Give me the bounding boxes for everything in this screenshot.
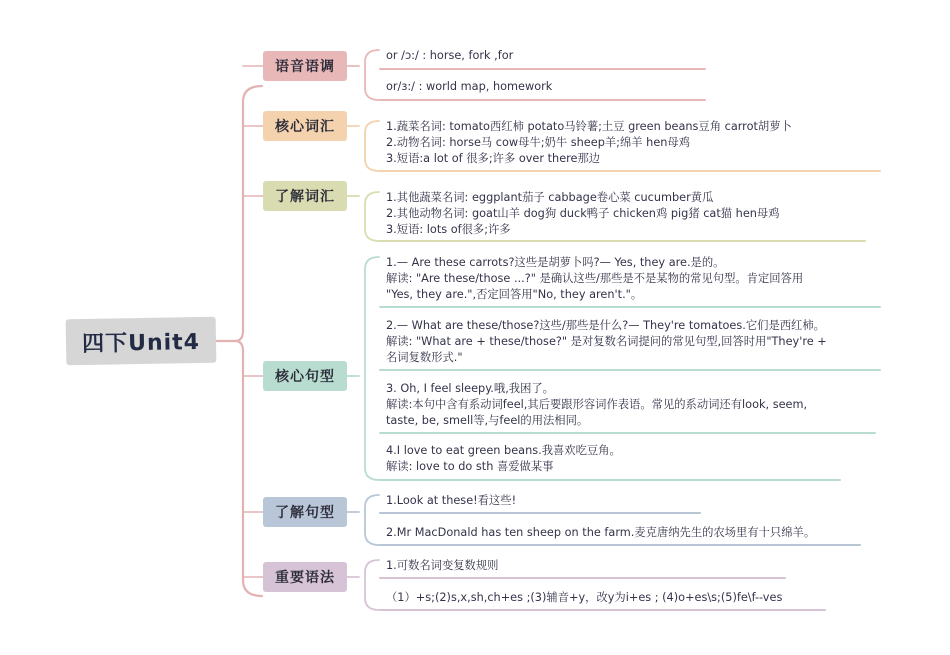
text-line: or/ɜ:/ : world map, homework bbox=[386, 80, 553, 93]
branch-5-item-2 bbox=[386, 525, 815, 541]
trunk-upper bbox=[235, 86, 262, 341]
text-line: 1.可数名词变复数规则 bbox=[386, 559, 499, 572]
text-line: 解读: love to do sth 喜爱做某事 bbox=[386, 460, 554, 473]
text-line: 1.蔬菜名词: tomato西红柿 potato马铃薯;土豆 green beans豆角 carrot胡萝卜 bbox=[386, 120, 792, 133]
root-title: 四下Unit4 bbox=[81, 329, 201, 357]
text-line: 1.其他蔬菜名词: eggplant茄子 cabbage卷心菜 cucumber黄瓜 bbox=[386, 191, 714, 204]
branch-6-item-2 bbox=[386, 590, 782, 606]
branch-4-item-4 bbox=[386, 443, 621, 475]
branch-6-item-1 bbox=[386, 558, 498, 574]
text-line: 2.— What are these/those?这些/那些是什么?— They're tomatoes.它们是西红柿。 bbox=[386, 319, 825, 332]
sub-bracket bbox=[365, 192, 379, 241]
branch-4-item-1 bbox=[386, 255, 803, 303]
branch-label: 核心句型 bbox=[275, 369, 335, 385]
branch-node-2 bbox=[263, 111, 347, 141]
branch-3-item-1 bbox=[386, 190, 780, 238]
text-line: or /ɔ:/ : horse, fork ,for bbox=[386, 49, 514, 62]
sub-bracket bbox=[365, 495, 379, 545]
text-line: 3.短语:a lot of 很多;许多 over there那边 bbox=[386, 152, 601, 165]
root-node bbox=[66, 317, 217, 366]
trunk-lower bbox=[235, 341, 262, 596]
branch-label: 了解句型 bbox=[275, 505, 335, 521]
branch-2-item-1 bbox=[386, 119, 792, 167]
branch-5-item-1 bbox=[386, 493, 516, 509]
text-line: 解读: "Are these/those ...?" 是确认这些/那些是不是某物的常见句型。肯定回答用 bbox=[386, 272, 804, 285]
branch-label: 重要语法 bbox=[275, 570, 335, 586]
branch-label: 语音语调 bbox=[275, 59, 335, 75]
branch-label: 核心词汇 bbox=[275, 119, 335, 135]
branch-label: 了解词汇 bbox=[275, 189, 335, 205]
sub-bracket bbox=[365, 121, 379, 171]
text-line: 1.— Are these carrots?这些是胡萝卜吗?— Yes, they are.是的。 bbox=[386, 256, 725, 269]
branch-node-4 bbox=[263, 361, 347, 391]
branch-node-5 bbox=[263, 497, 347, 527]
text-line: 解读: "What are + these/those?" 是对复数名词提问的常见句型,回答时用"They're + bbox=[386, 335, 827, 348]
branch-node-6 bbox=[263, 562, 347, 592]
text-line: （1）+s;(2)s,x,sh,ch+es ;(3)辅音+y，改y为i+es ; (4)o+es\s;(5)fe\f--ves bbox=[386, 591, 783, 604]
text-line: 3.短语: lots of很多;许多 bbox=[386, 223, 511, 236]
text-line: 名词复数形式." bbox=[386, 351, 463, 364]
text-line: "Yes, they are.",否定回答用"No, they aren't."。 bbox=[386, 288, 643, 301]
text-line: 2.其他动物名词: goat山羊 dog狗 duck鸭子 chicken鸡 pig猪 cat猫 hen母鸡 bbox=[386, 207, 780, 220]
branch-4-item-3 bbox=[386, 381, 807, 429]
branch-1-item-1 bbox=[386, 48, 513, 64]
text-line: 1.Look at these!看这些! bbox=[386, 494, 517, 507]
text-line: 解读:本句中含有系动词feel,其后要跟形容词作表语。常见的系动词还有look, seem, bbox=[386, 398, 808, 411]
text-line: 2.动物名词: horse马 cow母牛;奶牛 sheep羊;绵羊 hen母鸡 bbox=[386, 136, 691, 149]
sub-bracket bbox=[365, 560, 379, 610]
branch-node-3 bbox=[263, 181, 347, 211]
sub-bracket bbox=[365, 257, 379, 480]
branch-node-1 bbox=[263, 51, 347, 81]
branch-1-item-2 bbox=[386, 79, 552, 95]
text-line: 3. Oh, I feel sleepy.哦,我困了。 bbox=[386, 382, 554, 395]
text-line: taste, be, smell等,与feel的用法相同。 bbox=[386, 414, 589, 427]
text-line: 2.Mr MacDonald has ten sheep on the farm.麦克唐纳先生的农场里有十只绵羊。 bbox=[386, 526, 816, 539]
branch-4-item-2 bbox=[386, 318, 827, 366]
sub-bracket bbox=[365, 50, 379, 100]
text-line: 4.I love to eat green beans.我喜欢吃豆角。 bbox=[386, 444, 621, 457]
